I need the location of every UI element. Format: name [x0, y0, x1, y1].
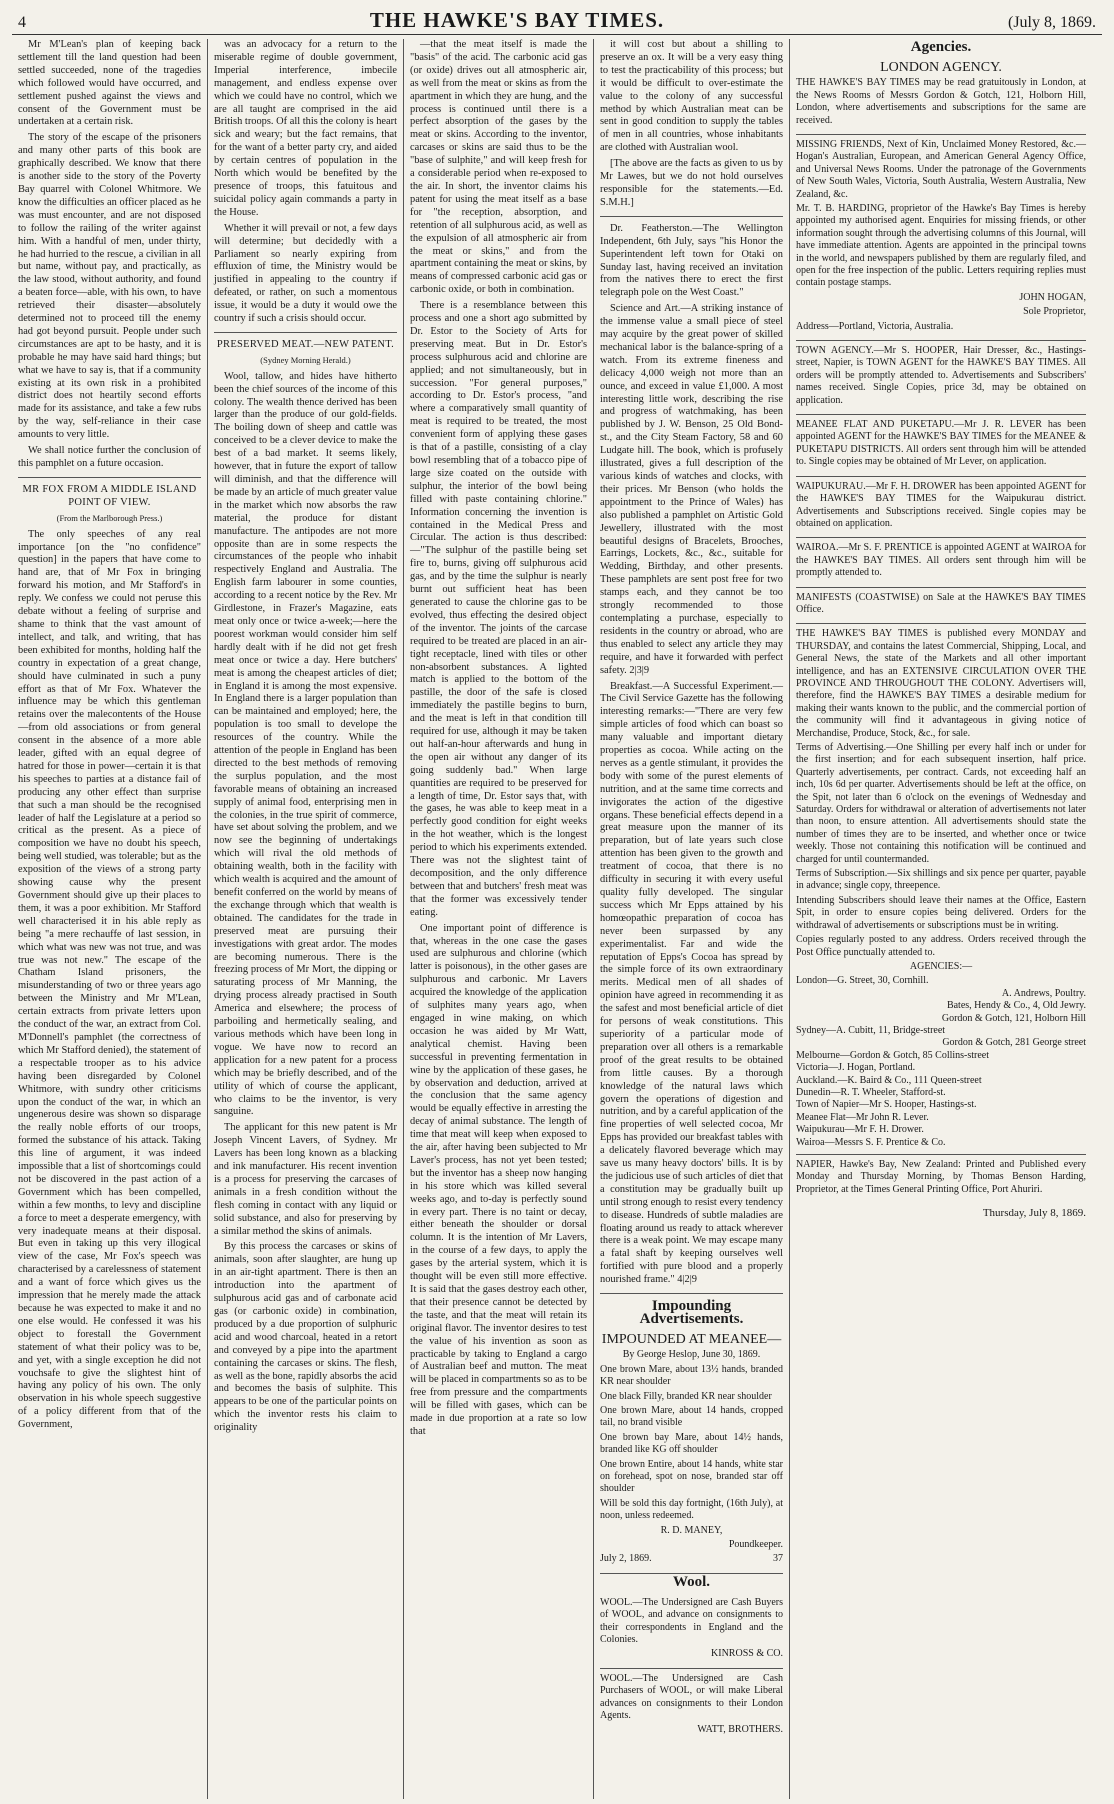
column-4 [594, 39, 790, 1799]
divider [600, 216, 783, 217]
agencies-list [796, 975, 1086, 1149]
list-item: Gordon & Gotch, 281 George street [942, 1037, 1086, 1049]
article-source: (Sydney Morning Herald.) [260, 354, 351, 365]
ad-date: July 2, 1869. [600, 1553, 652, 1565]
paragraph: was an advocacy for a return to the miserable regime of double government, Imperial interference, imbecile management, and endless expense over which we could have no control, which we are all taught are comprised in the aid British troops. Of all this the colony is heart sick and weary; but the fact remains, that for the want of a better party cry, and aided by certain centres of population in the North which would be benefited by the presence of troops, this fatuitous and suicidal policy again commands a party in the House. [214, 39, 397, 218]
ad-text: THE HAWKE'S BAY TIMES is published every MONDAY and THURSDAY, and contains the latest Commercial, Shipping, Local, and General News, the state of the Markets and all other important intelligence, and has an EXTENSIVE CIRCULATION OVER THE PROVINCE AND THROUGHOUT THE COLONY. Advertisers will, therefore, find the HAWKE'S BAY TIMES a desirable medium for making their wants known to the public, and the commercial portion of the community will find it advantageous in giving notice of Merchandise, Produce, Stock, &c., for sale. [796, 628, 1086, 739]
paragraph: There is a resemblance between this process and one a short ago submitted by Dr. Estor to the Society of Arts for preserving meat. But in Dr. Estor's process sulphurous acid and chlorine are applied; and not simultaneously, but in succession. "For general purposes," according to Dr. Estor's process, "and where a comparatively small quantity of meat is required to be treated, the most convenient form of applying these gases is that of a pastille, consisting of a clay bowl resembling that of a tobacco pipe of large size coated on the outside with sulphur, the interior of the bowl being filled with paste containing chlorine." Information concerning the invention is contained in the Medical Press and Circular. The action is thus described:—"The sulphur of the pastille being set fire to, burns, giving off sulphurous acid gas, and by the time the sulphur is nearly burnt out sufficient heat has been generated to cause the chlorine gas to be evolved, thus effecting the desired object of the inventor. The joints of the carcase required to be treated are placed in an air-tight receptacle, lined with tiles or other non-absorbent substances. A lighted match is applied to the bottom of the pastille, the door of the safe is closed immediately the pastille begins to burn, and the meat is left in that condition till required for use, although it may be taken out half-an-hour afterwards and hung in the open air without any danger of its going suddenly bad." When large quantities are required to be preserved for a length of time, Dr. Estor says that, with the gases, he was able to keep meat in a perfectly good condition for eight weeks in the hot weather, which is the longest period to which his experiments extended. There was not the slightest taint of decomposition, and the only difference between that and butchers' fresh meat was that the former was excessively tender eating. [410, 300, 587, 918]
paragraph: [The above are the facts as given to us by Mr Lawes, but we do not hold ourselves responsible for the statements.—Ed. S.M.H.] [600, 158, 783, 208]
article-title: PRESERVED MEAT.—NEW PATENT. [216, 338, 395, 350]
paragraph: We shall notice further the conclusion of this pamphlet on a future occasion. [18, 445, 201, 469]
imprint [796, 1155, 1086, 1203]
ad-text: TOWN AGENCY.—Mr S. HOOPER, Hair Dresser, &c., Hastings-street, Napier, is TOWN AGENT for the HAWKE'S BAY TIMES. All orders will be promptly attended to. Advertisements and Subscribers' names received. Single Copies, price 3d, may be obtained on application. [796, 345, 1086, 406]
impounded-item: One brown bay Mare, about 14½ hands, branded like KG off shoulder [600, 1431, 783, 1456]
paragraph: Dr. Featherston.—The Wellington Independent, 6th July, says "his Honor the Superintendent left town for Otaki on Sunday last, having received an invitation from the natives there to erect the first telegraph pole on the West Coast." [600, 222, 783, 299]
divider [214, 332, 397, 333]
paragraph: Wool, tallow, and hides have hitherto been the chief sources of the income of this colony. The wealth thence derived has been larger than the produce of our gold-fields. The boiling down of sheep and cattle was conceived to be a clever device to make the best of a bad market. It seems likely, however, that in future the export of tallow will diminish, and that the difference will be made by an article of much greater value in the market which now absorbs the raw material, the produce for distant manufacture. The antipodes are not more opposite than are in some respects the circumstances of the people who inhabit respectively England and Australia. The English farm labourer in some counties, according to a recent notice by the Rev. Mr Girdlestone, in Frazer's Magazine, eats meat only once or twice a-week;—here the poorest workman would consider him self hardly dealt with if he did not get fresh meat once or twice a day. Here butchers' meat is among the cheapest articles of diet; in England it is among the most expensive. In England there is a larger population than can be maintained and employed; here, the population is too small to develope the resources of the country. While the attention of the people in England has been directed to the best methods of removing the surplus population, and the most favorable means of obtaining an increased supply of animal food, enterprising men in the colonies, in the true spirit of commerce, have set about solving the problem, and we now see the beginning of undertakings which will rival the old methods of obtaining wealth, both in the facility with which wealth is acquired and the amount of benefit conferred on the world by means of the exchange through which that wealth is obtained. The candidates for the trade in preserved meat are pursuing their investigations with great ardor. The modes are becoming numerous. There is the freezing process of Mr Mort, the dipping or saturating process of Mr Manning, the drying process already practised in South America and elsewhere; the process of parboiling and hermetically sealing, and various methods which have been long in vogue. We have now to record an application for a new patent for a process which may be briefly described, and of the utility of which of course the applicant, who claims to be the inventor, is very sanguine. [214, 370, 397, 1118]
list-item: A. Andrews, Poultry. [1001, 987, 1086, 999]
ad-signer-title: Sole Proprietor, [1023, 306, 1086, 318]
ad-signer: JOHN HOGAN, [1019, 291, 1086, 303]
list-item: London—G. Street, 30, Cornhill. [796, 975, 929, 987]
wool-ad [600, 1669, 783, 1744]
ad-title: IMPOUNDED AT MEANEE— [601, 1331, 782, 1347]
paragraph: Breakfast.—A Successful Experiment.—The Civil Service Gazette has the following interesting remarks:—"There are very few simple articles of food which can boast so many valuable and important dietary properties as cocoa. While acting on the nerves as a gentle stimulant, it provides the body with some of the purest elements of nutrition, and at the same time corrects and invigorates the action of the digestive organs. These beneficial effects depend in a great measure upon the manner of its preparation, but of late years such close attention has been given to the growth and treatment of cocoa, that there is no difficulty in securing it with every useful quality fully developed. The singular success which Mr Epps attained by his homœopathic preparation of cocoa has never been surpassed by any experimentalist. Far and wide the reputation of Epps's Cocoa has spread by the simple force of its own extraordinary merits. Medical men of all shades of opinion have agreed in recommending it as the safest and most beneficial article of diet for persons of weak constitutions. This superiority of a particular mode of preparation over all others is a remarkable proof of the great results to be obtained from little causes. By a thorough knowledge of the natural laws which govern the operations of digestion and nutrition, and by a careful application of the fine properties of well selected cocoa, Mr Epps has provided our breakfast tables with a delicately flavored beverage which may save us many heavy doctors' bills. It is by the judicious use of such articles of diet that a constitution may be gradually built up until strong enough to resist every tendency to disease. Hundreds of subtle maladies are floating around us ready to attack wherever there is a weak point. We may escape many a fatal shaft by keeping ourselves well fortified with pure blood and a properly nourished frame." 4|2|9 [600, 680, 783, 1286]
column-5 [790, 39, 1092, 1799]
list-item: Bates, Hendy & Co., 4, Old Jewry. [946, 1000, 1086, 1012]
london-agency-ad [796, 58, 1086, 135]
list-item: Auckland.—K. Baird & Co., 111 Queen-street [796, 1074, 982, 1086]
agencies-heading: AGENCIES:— [909, 960, 973, 972]
masthead [12, 8, 1102, 35]
meanee-agency-ad [796, 415, 1086, 477]
section-heading: Wool. [672, 1573, 711, 1590]
paragraph: Science and Art.—A striking instance of the immense value a small piece of steel may acquire by the great power of skilled mechanical labor is the balance-spring of a watch. From its extreme fineness and delicacy 4,000 weigh not more than an ounce, and exceed in value £1,000. A most interesting little work, describing the rise and progress of watchmaking, has been published by J. W. Benson, 25 Old Bond-st., and the City Steam Factory, 58 and 60 Ludgate hill. The book, which is profusely illustrated, gives a full description of the various kinds of watches and clocks, with their prices. Mr Benson (who holds the appointment to the Prince of Wales) has also published a pamphlet on Artistic Gold Jewellery, illustrated with the most beautiful designs of Bracelets, Brooches, Earrings, Lockets, &c., &c., suitable for Wedding, Birthday, and other presents. These pamphlets are sent post free for two stamps each, and they cannot be too strongly recommended to those contemplating a purchase, especially to residents in the country or abroad, who are thus enabled to select any article they may require, and have it forwarded with perfect safety. 2|3|9 [600, 303, 783, 676]
article-title: MR FOX FROM A MIDDLE ISLAND POINT OF VIEW. [22, 483, 197, 508]
paragraph: One important point of difference is that, whereas in the one case the gases used are sulphurous and chlorine (which latter is poisonous), in the other gases are sulphurous and carbonic. Mr Lavers acquired the knowledge of the application of sulphites many years ago, when engaged in wine making, on which occasion he was aided by Mr Watt, analytical chemist. Having been successful in preventing fermentation in wine by the application of these gases, he by observation and deduction, arrived at the conclusion that the same agency would be equally effective in arresting the decay of animal substance. The length of time that meat will keep when exposed to the air, after having been subjected to Mr Laver's process, has not yet been tested; but the inventor has a sheep now hanging in his store which was killed several weeks ago, and to-day is perfectly sound in every part. There is no taint or decay, either beneath the shoulder or dorsal column. It is the intention of Mr Lavers, in the course of a few days, to apply the gases by the arterial system, which it is thought will be even still more effective. It is said that the gases destroy each other, that their presence cannot be detected by the taste, and that the meat will retain its original flavor. The inventor desires to test the value of his invention as soon as practicable by taking to England a cargo of Australian beef and mutton. The meat will be placed in compartments so as to be free from pressure and the compartments will be filled with gases, which can be made in due proportion at a rate so low that [410, 922, 587, 1437]
paragraph: By this process the carcases or skins of animals, soon after slaughter, are hung up in an air-tight apartment. There is then an introduction into the apartment of sulphurous acid gas and of carbonate acid gas (or carbonic oxide) in combination, produced by a due proportion of sulphuric acid and wood charcoal, heated in a retort and conveyed by a pipe into the apartment containing the carcases or skins. The flesh, as well as the bone, rapidly absorbs the acid and becomes the basis of sulphite. This appears to be one of the particular points on which the inventor rests his claim to originality [214, 1241, 397, 1434]
publication-notice [796, 624, 1086, 1155]
imprint-text: NAPIER, Hawke's Bay, New Zealand: Printed and Published every Monday and Thursday Morning, by Thomas Benson Harding, Proprietor, at the Times General Printing Office, Port Ahuriri. [796, 1159, 1086, 1195]
paragraph: The only speeches of any real importance [on the "no confidence" question] in the papers that have come to hand are, that of Mr Fox in bringing forward his motion, and Mr Stafford's in reply. We confess we could not peruse this debate without a feeling of surprise and shame to think that the vast amount of intellect, and talk, and writing, that has been exhibited for months, holding half the country in expectation of a great change, should have culminated in such a puny effort as that of Mr Fox. Whatever the influence may be which this gentleman retains over the malecontents of the House—from old associations or from general consent in the absence of a more able leader, gifted with an equal degree of hatred for those in power—certain it is that his speeches to parties at a distance fail of producing any other effect than surprise that such a man should be the recognised leader of half the Legislature at a period so critical as the present. As a piece of composition we have no doubt his speech, being well studied, was tolerable; but as the exposition of the views of a strong party showing cause why the present Government should give up their places to them, it was a poor exhibition. Mr Stafford well characterised it in his able reply as being "a mere rechauffe of last session, in which what was new was not true, and was true was not new." The escape of the Chatham Island prisoners, the misunderstanding of two or three years ago between the Ministry and Mr M'Lean, certain extracts from private letters upon the conduct of the war, an extract from Col. M'Donnell's pamphlet (the correctness of which Mr Stafford denied), the statement of a respectable trooper as to his advice having been disregarded by Colonel Whitmore, with sundry other criticisms upon the conduct of the war, in which an ungenerous desire was shown so disparage the really noble efforts of our troops, formed the substance of his attack. Taking this line of argument, it was indeed impossible that a list of shortcomings could not be discovered in the past action of a Government which has been compelled, within a few months, to levy and discipline a force to meet a desperate emergency, with very inadequate means at their disposal. But even in taking up this very illogical view of the case, Mr Fox's speech was characterised by a carelessness of statement and a want of force which gives us the impression that he merely made the attack because he was expected to make it and no one else would. He confessed it was his object to forestall the Government statement of what their policy was to be, and yet, with a single exception he did not vouchsafe to give the slightest hint of having any policy of his own. The only observation in his whole speech suggestive of a policy different from that of the Government, [18, 528, 201, 1431]
ad-signer-title: Poundkeeper. [728, 1539, 783, 1550]
list-item: Melbourne—Gordon & Gotch, 85 Collins-street [796, 1049, 990, 1061]
list-item: Town of Napier—Mr S. Hooper, Hastings-st. [796, 1099, 977, 1111]
ad-text: Intending Subscribers should leave their names at the Office, Eastern Spit, in order to ensure copies being delivered. Orders for the withdrawal of advertisements or subscriptions must be in writing. [796, 894, 1086, 931]
ad-title: LONDON AGENCY. [880, 59, 1002, 75]
list-item: Gordon & Gotch, 121, Holborn Hill [941, 1012, 1086, 1024]
manifests-ad [796, 588, 1086, 625]
column-1 [12, 39, 208, 1799]
ad-text: MANIFESTS (COASTWISE) on Sale at the HAWKE'S BAY TIMES Office. [796, 591, 1086, 615]
ad-text: WAIROA.—Mr S. F. PRENTICE is appointed AGENT at WAIROA for the HAWKE'S BAY TIMES. All orders sent through him will be promptly attended to. [796, 542, 1086, 579]
ad-address: Address—Portland, Victoria, Australia. [796, 320, 954, 332]
ad-text: THE HAWKE'S BAY TIMES may be read gratuitously in London, at the News Rooms of Messrs Gordon & Gotch, 121, Holborn Hill, London, where advertisements and subscriptions for the same are received. [796, 77, 1086, 126]
list-item: Wairoa—Messrs S. F. Prentice & Co. [796, 1136, 946, 1148]
divider [600, 1293, 783, 1294]
impounded-ad [600, 1330, 783, 1574]
list-item: Sydney—A. Cubitt, 11, Bridge-street [796, 1024, 946, 1036]
newspaper-title: THE HAWKE'S BAY TIMES. [369, 8, 665, 32]
ad-signer: WATT, BROTHERS. [697, 1724, 783, 1736]
list-item: Dunedin—R. T. Wheeler, Stafford-st. [796, 1086, 946, 1098]
column-2 [208, 39, 404, 1799]
ad-text: WAIPUKURAU.—Mr F. H. DROWER has been appointed AGENT for the HAWKE'S BAY TIMES for the Waipukurau district. Advertisements and Subscriptions received. Single copies may be obtained on application. [796, 480, 1086, 529]
section-heading: Impounding Advertisements. [639, 1298, 744, 1327]
ad-text: MEANEE FLAT AND PUKETAPU.—Mr J. R. LEVER has been appointed AGENT for the HAWKE'S BAY TIMES for the MEANEE & PUKETAPU DISTRICTS. All orders sent through him will be attended to. Single copies may be obtained of Mr Lever, on application. [796, 419, 1086, 468]
town-agency-ad [796, 341, 1086, 415]
masthead-date: (July 8, 1869. [1007, 14, 1096, 31]
impounded-item: One brown Mare, about 14 hands, cropped tail, no brand visible [600, 1404, 783, 1429]
section-heading: Agencies. [910, 39, 972, 55]
ad-ref: 37 [773, 1553, 783, 1565]
ad-text: MISSING FRIENDS, Next of Kin, Unclaimed Money Restored, &c.—Hogan's Australian, European, and American General Agency Office, and Universal News Rooms. Under the patronage of the Governments of New South Wales, Victoria, South Australia, Western Australia, New Zealand, &c. [796, 138, 1086, 200]
ad-text: Mr. T. B. HARDING, proprietor of the Hawke's Bay Times is hereby appointed my authorised agent. Enquiries for missing friends, or other information sought through the advertising columns of this Journal, will have immediate attention. Agents are appointed in the principal towns in the world, and newspapers published by them are regularly filed, and open for the free inspection of the public. Letters requiring replies must contain postage stamps. [796, 202, 1086, 289]
missing-friends-ad [796, 135, 1086, 341]
paragraph: Whether it will prevail or not, a few days will determine; but decidedly with a Parliament so nearly expiring from effluxion of time, the Ministry would be justified in appealing to the country if defeated, or rather, on such a momentous issue, it would be a duty it would owe the country if such a crisis should occur. [214, 222, 397, 325]
ad-text: Terms of Subscription.—Six shillings and six pence per quarter, payable in advance; single copy, threepence. [796, 868, 1086, 892]
waipukurau-agency-ad [796, 477, 1086, 539]
impounded-item: One brown Entire, about 14 hands, white star on forehead, spot on nose, branded star off shoulder [600, 1458, 783, 1495]
column-3 [404, 39, 594, 1799]
paragraph: it will cost but about a shilling to preserve an ox. It will be a very easy thing to test the practicability of this process; but it would be difficult to over-estimate the value to the colony of any successful method by which Australian meat can be sent in good condition to supply the tables of men in all countries, whose inhabitants are clothed with Australian wool. [600, 39, 783, 154]
ad-note: Will be sold this day fortnight, (16th July), at noon, unless redeemed. [600, 1497, 783, 1522]
ad-signer: R. D. MANEY, [660, 1524, 723, 1536]
footer-date: Thursday, July 8, 1869. [982, 1207, 1086, 1220]
paragraph: Mr M'Lean's plan of keeping back settlement till the land question had been settled succeeded, none of the tragedies which followed would have occurred, and settlement pushed against the views and consent of the Government must be undertaken at a certain risk. [18, 39, 201, 128]
ad-signer: KINROSS & CO. [711, 1648, 783, 1660]
ad-text: WOOL.—The Undersigned are Cash Purchasers of WOOL, or will make Liberal advances on consignments to their London Agents. [600, 1672, 783, 1721]
wool-ad [600, 1593, 783, 1669]
ad-text: Terms of Advertising.—One Shilling per every half inch or under for the first insertion; and for each subsequent insertion, half price. Quarterly advertisements, per contract. Cards, not exceeding half an inch, 10s 6d per quarter. Advertisements should be left at the office, on the Spit, not later than 6 o'clock on the evenings of Wednesday and Saturday. Orders for withdrawal or alteration of advertisements not later than noon, to ensure attention. All advertisements should state the number of times they are to be inserted, and whether once or twice weekly. Those not containing this notification will be continued and charged for until countermanded. [796, 742, 1086, 865]
wairoa-agency-ad [796, 538, 1086, 587]
impounded-item: One black Filly, branded KR near shoulder [600, 1390, 772, 1402]
paragraph: The applicant for this new patent is Mr Joseph Vincent Lavers, of Sydney. Mr Lavers has been long known as a blacking and ink manufacturer. His recent invention is a process for preserving the carcases of animals in a fresh condition without the flesh coming in contact with any liquid or solid substance, and also for preserving by a similar method the skins of animals. [214, 1122, 397, 1237]
ad-date-line [600, 1553, 783, 1565]
paragraph: —that the meat itself is made the "basis" of the acid. The carbonic acid gas (or oxide) drives out all atmospheric air, as well from the meat or skins as from the apartment in which they are hung, and the process is continued until there is a perfect absorption of the gases by the meat or skins. According to the inventor, carcases or skins are said thus to be the "base of sulphite," and will keep fresh for a considerable period when re-exposed to the air. In short, the inventor claims his patent for using the meat itself as a base for "the reception, absorption, and retention of all sulphurous acid, as well as the expulsion of all atmospheric air from the meat or skins," and from the apartment containing the meat or skins, by means of compressed carbonic acid gas or carbonic oxide, or both in combination. [410, 39, 587, 296]
article-source: (From the Marlborough Press.) [56, 512, 163, 523]
list-item: Waipukurau—Mr F. H. Drower. [796, 1124, 924, 1136]
ad-text: Copies regularly posted to any address. Orders received through the Post Office punctually attended to. [796, 934, 1086, 958]
page-number: 4 [18, 14, 26, 31]
divider [18, 477, 201, 478]
ad-byline: By George Heslop, June 30, 1869. [622, 1349, 761, 1361]
list-item: Meanee Flat—Mr John R. Lever. [796, 1111, 929, 1123]
paragraph: The story of the escape of the prisoners and many other parts of this book are graphically described. We know that there is another side to the story of the Poverty Bay quarrel with Colonel Whitmore. We know the difficulties an officer placed as he was must encounter, and are not disposed to follow the railing of the writer against him. With a handful of men, under thirty, he had hurried to the rescue, a civilian in all but name, without pay, and practically, as the law stood, without authority, and found a beaten force—able, with his own, to have retrieved their disaster—absolutely determined not to proceed till the enemy had got beyond pursuit. People under such circumstances are apt to be hasty, and it is probable he may have said hard things; but what we have to say is, that if a community existing at its own risk in a prohibited district does not heartily second efforts made for its assistance, and take a few rubs by the way, self-reliance in their case amounts to very little. [18, 132, 201, 441]
ad-text: WOOL.—The Undersigned are Cash Buyers of WOOL, and advance on consignments to their correspondents in England and the Colonies. [600, 1596, 783, 1645]
impounded-item: One brown Mare, about 13½ hands, branded KR near shoulder [600, 1363, 783, 1388]
list-item: Victoria—J. Hogan, Portland. [796, 1062, 916, 1074]
